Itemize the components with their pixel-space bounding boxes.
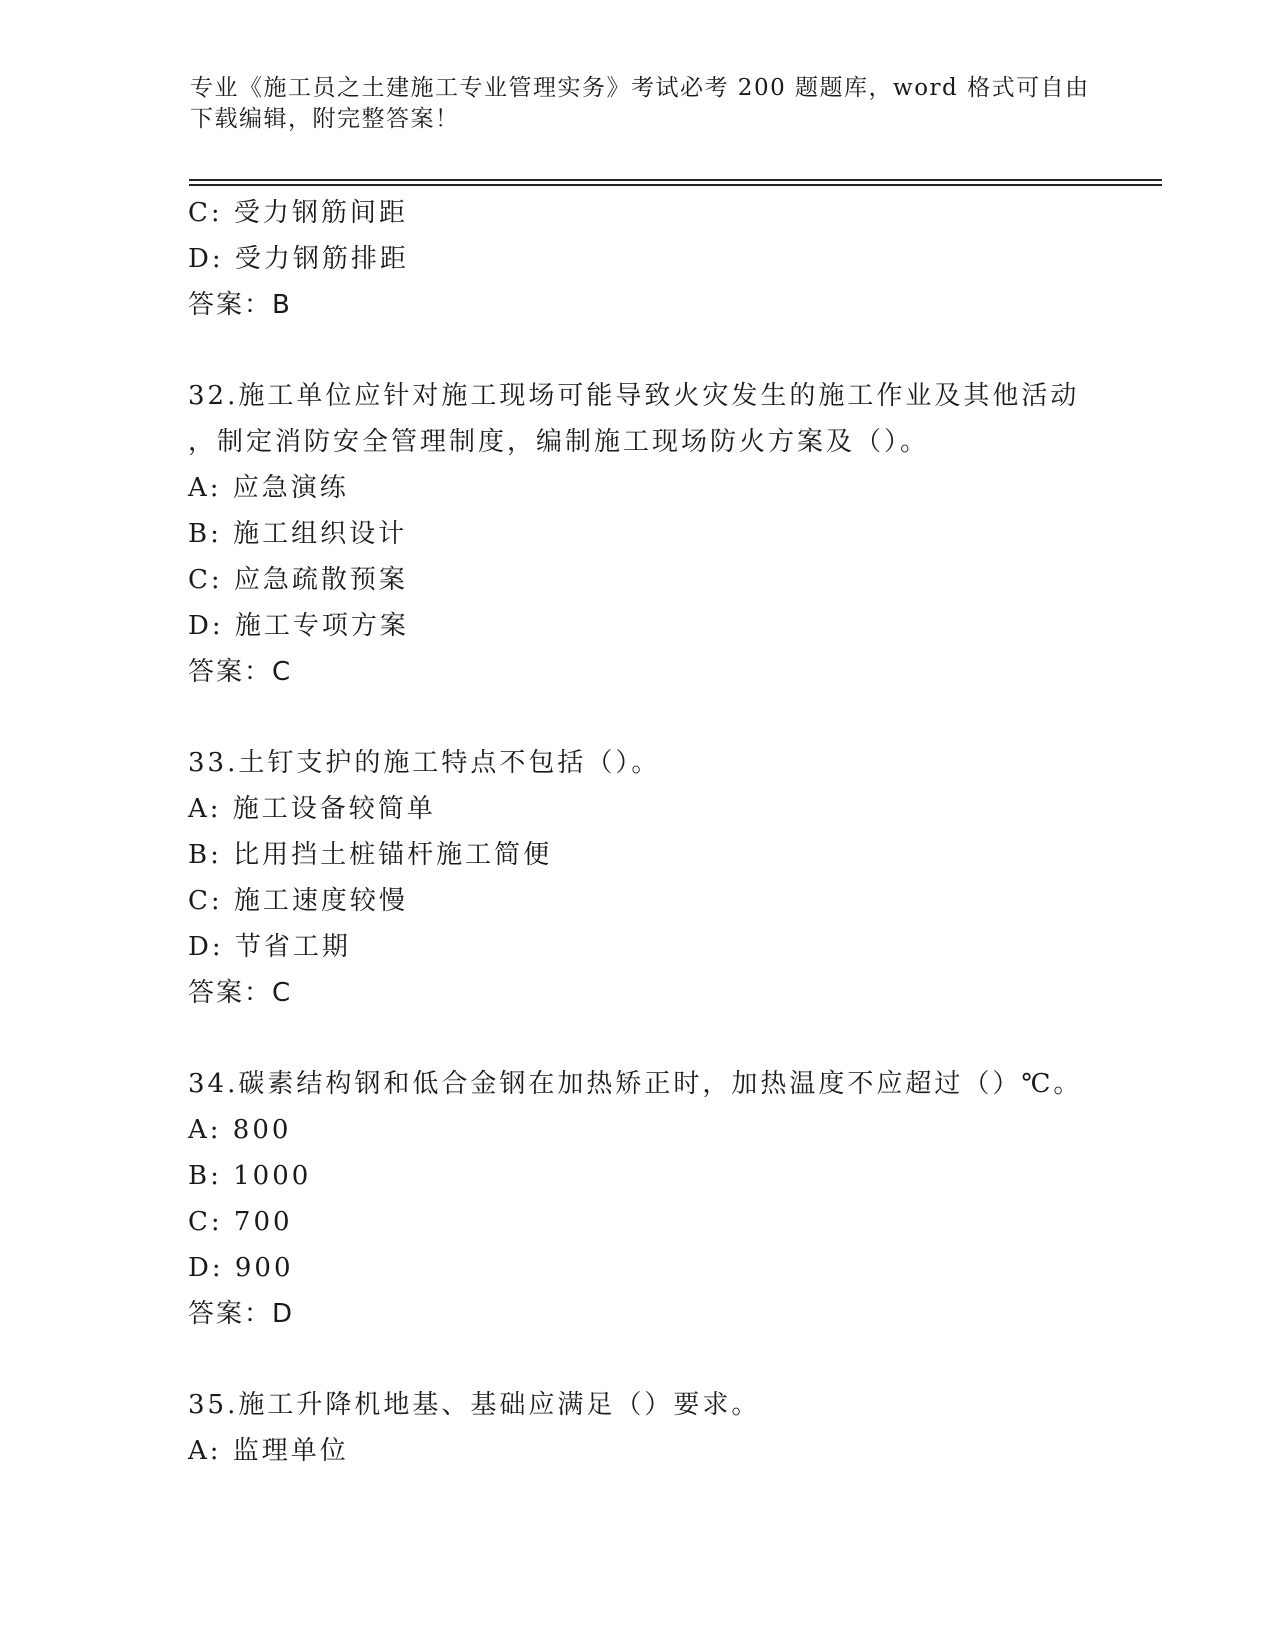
option-b: B: 比用挡土桩锚杆施工简便: [188, 840, 553, 870]
option-c: C: 700: [188, 1207, 293, 1237]
question-stem-continued: ，制定消防安全管理制度，编制施工现场防火方案及（）。: [188, 427, 930, 457]
question-stem: 34.碳素结构钢和低合金钢在加热矫正时，加热温度不应超过（）℃。: [188, 1069, 1083, 1099]
answer-line: 答案：B: [188, 290, 292, 320]
document-header: [190, 73, 1090, 135]
question-stem: 33.土钉支护的施工特点不包括（）。: [188, 748, 661, 778]
header-rule-top: [189, 179, 1162, 181]
option-c: C: 受力钢筋间距: [188, 198, 408, 228]
option-d: D: 900: [188, 1253, 294, 1283]
option-d: D: 施工专项方案: [188, 611, 409, 641]
option-d: D: 受力钢筋排距: [188, 244, 409, 274]
question-stem: 35.施工升降机地基、基础应满足（）要求。: [188, 1390, 761, 1420]
header-line-2: 下载编辑，附完整答案！: [190, 106, 460, 132]
option-b: B: 1000: [188, 1161, 312, 1191]
answer-line: 答案：D: [188, 1299, 295, 1329]
option-a: A: 800: [188, 1115, 292, 1145]
option-a: A: 应急演练: [188, 473, 349, 503]
question-stem: 32.施工单位应针对施工现场可能导致火灾发生的施工作业及其他活动: [188, 381, 1080, 411]
option-a: A: 施工设备较简单: [188, 794, 436, 824]
option-b: B: 施工组织设计: [188, 519, 408, 549]
option-a: A: 监理单位: [188, 1436, 349, 1466]
answer-line: 答案：C: [188, 657, 293, 687]
option-c: C: 应急疏散预案: [188, 565, 408, 595]
option-d: D: 节省工期: [188, 932, 351, 962]
question-list: [188, 190, 1168, 1474]
header-rule-bottom: [189, 184, 1162, 186]
answer-line: 答案：C: [188, 978, 293, 1008]
option-c: C: 施工速度较慢: [188, 886, 408, 916]
header-line-1: 专业《施工员之土建施工专业管理实务》考试必考 200 题题库，word 格式可自由: [190, 75, 1090, 101]
